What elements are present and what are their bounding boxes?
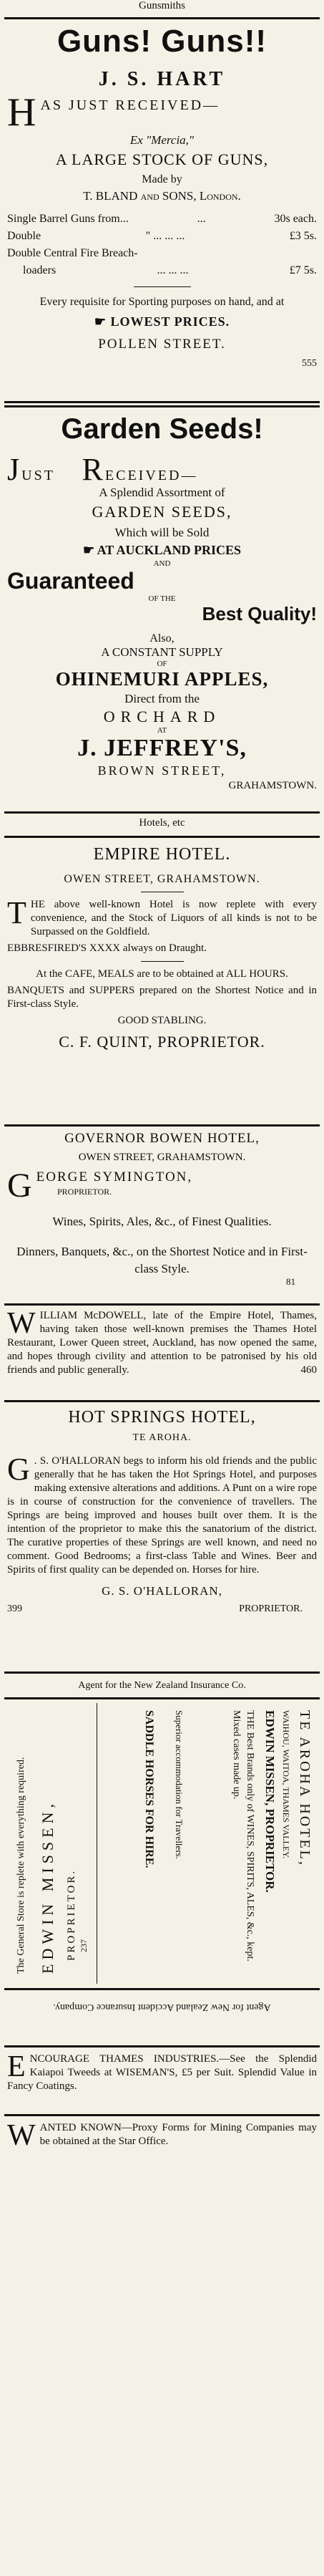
divider [4,811,320,814]
aroha-number: 237 [79,1939,89,1952]
section-heading: Gunsmiths [138,0,185,11]
section-heading: Hotels, etc [139,817,185,829]
mcdowell-number: 460 [300,1364,317,1376]
agent-upside-text: Agent for New Zealand Accident Insurance Company. [53,2002,271,2012]
hotsprings-body: . S. O'HALLORAN begs to inform his old friends and the public generally that he has taken the Hot Springs Hotel, and purposes making extensive alterations and additions. A Punt on a wire rope is in course of construction for the convenience of travellers. The Springs are being improved and houses built over them. It is the intention of the proprietor to make this the sanatorium of the district. The curative properties of these Springs are well known, and need no comment. Good Bedrooms; a first-class Table and Wines. Beer and Spirits of first quality can be depended on. Horses for hire. [7,1455,317,1576]
empire-body-wrap [7,895,317,939]
guns-name: J. S. HART [98,68,226,90]
garden-and: AND [153,559,171,568]
bowen-name: GOVERNOR BOWEN HOTEL, [64,1132,260,1146]
price-item: Double [7,230,41,242]
bowen-title: PROPRIETOR. [57,1187,112,1197]
aroha-general-store: The General Store is replete with everything required. [16,1757,26,1974]
garden-advert [7,410,317,807]
guns-advert [7,21,317,397]
divider [4,1671,320,1674]
divider [4,2114,320,2116]
price-value: £3 5s. [289,230,317,242]
aroha-right-col [100,1703,317,1984]
divider [4,405,320,407]
divider [4,1124,320,1127]
price-value: £7 5s. [289,264,317,276]
aroha-missen: EDWIN MISSEN, [39,1800,57,1974]
garden-prices: ☛ AT AUCKLAND PRICES [82,543,242,557]
garden-seeds: GARDEN SEEDS, [92,503,232,521]
bowen-address: OWEN STREET, GRAHAMSTOWN. [78,1152,246,1163]
aroha-advert [7,1703,317,1984]
guns-dropcap: H [7,90,36,135]
empire-address: OWEN STREET, GRAHAMSTOWN. [64,873,260,885]
garden-assort: A Splendid Assortment of [99,486,225,499]
garden-apples: OHINEMURI APPLES, [55,668,269,690]
bowen-owner: EORGE SYMINGTON, [36,1169,193,1185]
guns-price-list [7,211,317,279]
price-item: Single Barrel Guns from... [7,213,129,225]
wanted-advert [7,2121,317,2164]
aroha-proprietor: PROPRIETOR. [66,1868,77,1961]
encourage-dropcap: E [7,2052,26,2083]
guns-intro: AS JUST RECEIVED— [40,97,220,113]
bowen-number: 81 [286,1276,295,1287]
bowen-wines: Wines, Spirits, Ales, &c., of Finest Qualities. [52,1215,272,1228]
garden-guaranteed: Guaranteed [7,568,134,594]
bowen-dinners: Dinners, Banquets, &c., on the Shortest Notice and in First-class Style. [16,1245,308,1275]
garden-supply: A CONSTANT SUPPLY [101,645,223,659]
wanted-dropcap: W [7,2121,36,2152]
garden-at: AT [157,726,167,735]
garden-jeffrey: J. JEFFREY'S, [77,735,247,761]
hotsprings-advert [7,1407,317,1666]
aroha-horses: SADDLE HORSES FOR HIRE. [143,1710,155,1868]
guns-lowest-text: LOWEST PRICES. [110,314,230,329]
garden-received: ECEIVED— [104,468,198,483]
garden-of: OF [157,660,167,668]
encourage-body: NCOURAGE THAMES INDUSTRIES.—See the Splendid Kaiapoi Tweeds at WISEMAN'S, £5 per Suit. Splendid Value in Fancy Coatings. [7,2053,317,2092]
garden-orchard: ORCHARD [103,708,221,725]
divider [4,1303,320,1306]
mcdowell-advert [7,1309,317,1395]
hotsprings-name: HOT SPRINGS HOTEL, [68,1408,256,1427]
garden-just: UST [21,468,55,483]
aroha-owner: EDWIN MISSEN, PROPRIETOR. [263,1710,277,1893]
divider [4,2045,320,2047]
price-dots: ... ... ... [157,264,189,276]
mcdowell-dropcap: W [7,1309,36,1340]
guns-number: 555 [302,358,317,369]
mcdowell-body: ILLIAM McDOWELL, late of the Empire Hotel, Thames, having taken those well-known premises the Thames Hotel Restaurant, Lower Queen street, Auckland, has now opened the same, and hopes through civility and attention to be patronised by his old friends and public generally. [7,1310,317,1376]
guns-made-by: Made by [142,173,182,185]
guns-stock: A LARGE STOCK OF GUNS, [55,150,269,168]
divider [4,836,320,838]
garden-direct: Direct from the [124,692,200,705]
empire-body: HE above well-known Hotel is now replete with every convenience, and the Stock of Liquors of all kinds is not to be Surpassed on the Goldfield. [30,899,317,937]
price-dots: " ... ... ... [145,230,185,242]
empire-advert [7,844,317,1119]
divider [4,1697,320,1699]
wanted-body: ANTED KNOWN—Proxy Forms for Mining Companies may be obtained at the Star Office. [39,2122,317,2147]
garden-town: GRAHAMSTOWN. [228,780,317,791]
empire-stabling: GOOD STABLING. [117,1015,207,1026]
bowen-advert [7,1132,317,1299]
guns-headline: Guns! Guns!! [57,24,267,59]
garden-dropcap-j: J [7,452,22,487]
hotsprings-number: 399 [7,1603,22,1614]
divider [4,1988,320,1990]
hotsprings-dropcap: G [7,1452,30,1487]
agent-upside-block [7,1995,317,2038]
garden-quality: Best Quality! [202,603,317,624]
garden-intro [7,451,317,487]
hotsprings-place: TE AROHA. [132,1432,192,1443]
divider [4,401,320,403]
garden-sold: Which will be Sold [114,526,210,539]
empire-banquets: BANQUETS and SUPPERS prepared on the Shortest Notice and in First-class Style. [7,985,317,1010]
price-value: 30s each. [274,213,317,225]
empire-cafe: At the CAFE, MEALS are to be obtained at ALL HOURS. [36,968,288,980]
agent-line: Agent for the New Zealand Insurance Co. [78,1680,246,1691]
garden-brown: BROWN STREET, [97,763,227,778]
price-item: Double Central Fire Breach- [7,247,138,259]
garden-headline: Garden Seeds! [61,413,263,445]
aroha-hotel-name: TE AROHA HOTEL, [297,1710,313,1867]
price-dots: ... [197,213,206,225]
divider [4,17,320,19]
encourage-advert [7,2052,317,2110]
garden-dropcap-r: R [82,452,105,487]
hotsprings-body-wrap [7,1452,317,1577]
guns-maker: T. BLAND and SONS, London. [83,189,241,203]
aroha-accommodation: Superior accommodation for Travellers. [174,1710,185,1859]
guns-lowest: ☛ LOWEST PRICES. [94,314,230,329]
garden-also: Also, [149,632,175,645]
hotsprings-title: PROPRIETOR. [239,1603,303,1614]
aroha-location: WAIHOU, WAITOA, THAMES VALLEY. [281,1710,291,1859]
aroha-brands: THE Best Brands only of WINES, SPIRITS, ALES, &c., kept. Mixed cases made up. [231,1710,255,1962]
empire-dropcap: T [7,895,26,930]
bowen-dropcap: G [7,1167,32,1205]
divider [4,1400,320,1402]
price-item: loaders [23,264,57,276]
hotsprings-footer [7,1602,317,1616]
empire-proprietor: C. F. QUINT, PROPRIETOR. [59,1033,265,1051]
garden-of-the: OF THE [148,594,176,603]
empire-name: EMPIRE HOTEL. [93,845,231,864]
guns-ship: Ex "Mercia," [129,133,195,147]
hotsprings-sign: G. S. O'HALLORAN, [102,1584,222,1598]
garden-prices-text: AT AUCKLAND PRICES [97,543,242,557]
guns-requisite: Every requisite for Sporting purposes on hand, and at [39,296,285,308]
empire-xxxx: EBBRESFIRED'S XXXX always on Draught. [7,942,207,954]
guns-street: POLLEN STREET. [98,337,226,352]
aroha-left-col [7,1703,93,1984]
